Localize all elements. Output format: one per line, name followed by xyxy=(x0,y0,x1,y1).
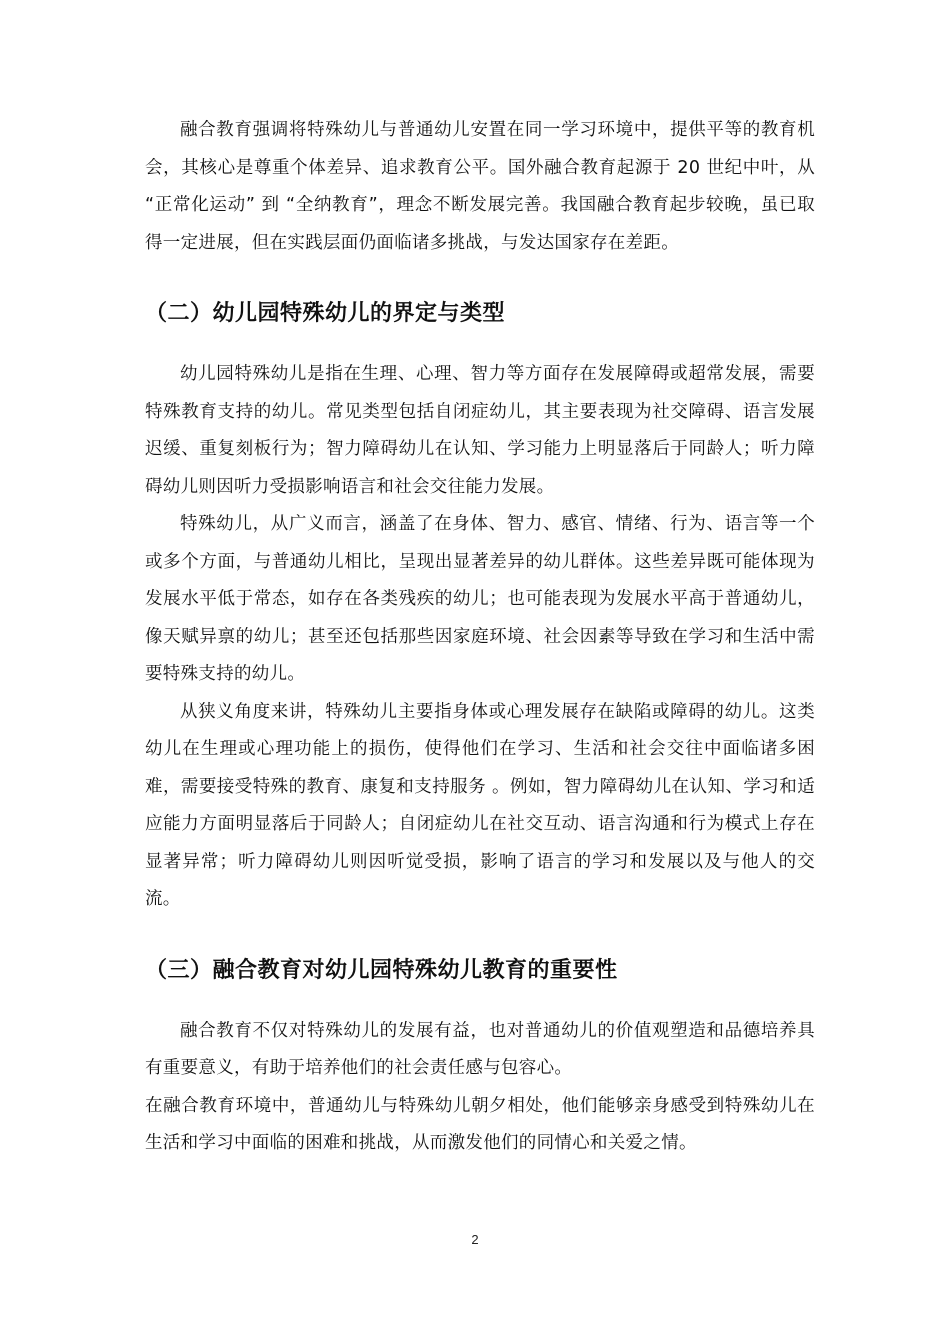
intro-paragraph: 融合教育强调将特殊幼儿与普通幼儿安置在同一学习环境中，提供平等的教育机会，其核心是尊重个体差异、追求教育公平。国外融合教育起源于 20 世纪中叶，从 “正常化运动” 到 “全纳教育”，理念不断发展完善。我国融合教育起步较晚，虽已取得一定进展，但在实践层面仍面临诸多挑战，与发达国家存在差距。 xyxy=(145,120,815,253)
section2-paragraph-3: 从狭义角度来讲，特殊幼儿主要指身体或心理发展存在缺陷或障碍的幼儿。这类幼儿在生理或心理功能上的损伤，使得他们在学习、生活和社会交往中面临诸多困难，需要接受特殊的教育、康复和支持服务 。例如，智力障碍幼儿在认知、学习和适应能力方面明显落后于同龄人；自闭症幼儿在社交互动、语言沟通和行为模式上存在显著异常；听力障碍幼儿则因听觉受损，影响了语言的学习和发展以及与他人的交流。 xyxy=(145,701,815,909)
section-heading-2: （二）幼儿园特殊幼儿的界定与类型 xyxy=(145,301,506,326)
section-heading-3: （三）融合教育对幼儿园特殊幼儿教育的重要性 xyxy=(145,957,618,983)
page-number: 2 xyxy=(471,1232,479,1247)
document-body xyxy=(145,112,815,1163)
section2-paragraph-1: 幼儿园特殊幼儿是指在生理、心理、智力等方面存在发展障碍或超常发展，需要特殊教育支持的幼儿。常见类型包括自闭症幼儿，其主要表现为社交障碍、语言发展迟缓、重复刻板行为；智力障碍幼儿在认知、学习能力上明显落后于同龄人；听力障碍幼儿则因听力受损影响语言和社会交往能力发展。 xyxy=(145,364,815,497)
section3-paragraph-1: 融合教育不仅对特殊幼儿的发展有益，也对普通幼儿的价值观塑造和品德培养具有重要意义，有助于培养他们的社会责任感与包容心。 xyxy=(145,1020,815,1078)
section3-paragraph-2: 在融合教育环境中，普通幼儿与特殊幼儿朝夕相处，他们能够亲身感受到特殊幼儿在生活和学习中面临的困难和挑战，从而激发他们的同情心和关爱之情。 xyxy=(145,1095,815,1153)
section2-paragraph-2: 特殊幼儿，从广义而言，涵盖了在身体、智力、感官、情绪、行为、语言等一个或多个方面，与普通幼儿相比，呈现出显著差异的幼儿群体。这些差异既可能体现为发展水平低于常态，如存在各类残疾的幼儿；也可能表现为发展水平高于普通幼儿，像天赋异禀的幼儿；甚至还包括那些因家庭环境、社会因素等导致在学习和生活中需要特殊支持的幼儿。 xyxy=(145,514,815,684)
